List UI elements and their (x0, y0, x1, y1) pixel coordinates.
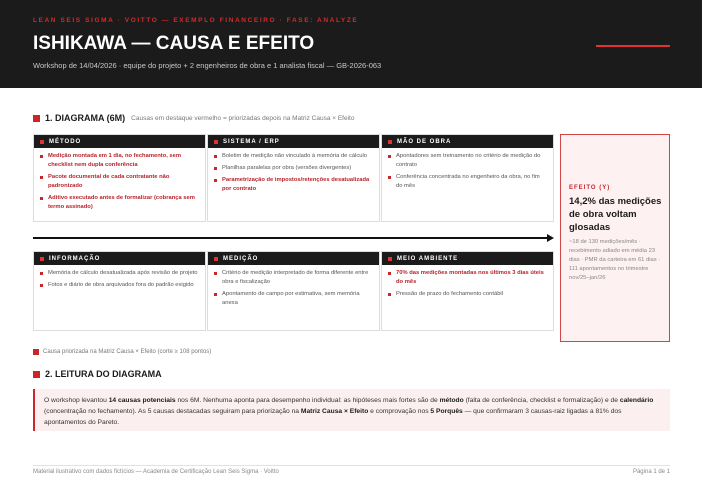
bullet-icon (214, 179, 217, 182)
header-accent-line (596, 45, 670, 47)
cause-item (214, 164, 373, 173)
cause-item-priority (388, 269, 547, 287)
category-dot-icon (388, 257, 392, 261)
reading-paragraph (33, 389, 670, 431)
category-sistema-erp (207, 134, 380, 222)
cause-text: 70% das medições montadas nos últimos 3 dias úteis do mês (396, 270, 544, 285)
diagram-spine (33, 237, 548, 239)
cause-text: Parametrização de impostos/retenções desatualizada por contrato (222, 177, 370, 192)
cause-text: Memória de cálculo desatualizada após revisão de projeto (48, 270, 198, 276)
emphasis-text: Matriz Causa × Efeito (300, 408, 369, 415)
cause-text: Boletim de medição não vinculado à memória de cálculo (222, 153, 368, 159)
cause-item (40, 281, 199, 290)
category-title: INFORMAÇÃO (49, 255, 101, 262)
cause-text: Planilhas paralelas por obra (versões divergentes) (222, 165, 352, 171)
cause-text: Critério de medição interpretado de forma diferente entre obra e fiscalização (222, 270, 369, 285)
category-mao-de-obra (381, 134, 554, 222)
bullet-icon (388, 293, 391, 296)
section-diagram-note: Causas em destaque vermelho = priorizadas depois na Matriz Causa × Efeito (131, 114, 355, 122)
effect-box (560, 134, 670, 342)
cause-text: Fotos e diário de obra arquivados fora do padrão exigido (48, 282, 194, 288)
cause-text: Apontamento de campo por estimativa, sem memória anexa (222, 291, 360, 306)
cause-item (40, 269, 199, 278)
category-title: MÃO DE OBRA (397, 138, 452, 145)
category-title: MEIO AMBIENTE (397, 255, 459, 262)
reading-text: — que confirmaram 3 causas-raiz ligadas a 81% dos apontamentos do Pareto. (44, 408, 622, 426)
bullet-icon (214, 272, 217, 275)
bullet-icon (388, 155, 391, 158)
section-marker-icon (33, 371, 40, 378)
category-dot-icon (40, 257, 44, 261)
cause-item (214, 290, 373, 308)
section-marker-icon (33, 115, 40, 122)
cause-text: Conferência concentrada no engenheiro da obra, no fim do mês (396, 174, 540, 189)
category-title: MÉTODO (49, 138, 82, 145)
section-diagram-heading: 1. DIAGRAMA (6M) (45, 113, 126, 123)
bullet-icon (214, 293, 217, 296)
category-items (208, 265, 379, 308)
priority-swatch-icon (33, 349, 39, 355)
category-informacao (33, 251, 206, 331)
page-title: ISHIKAWA — CAUSA E EFEITO (33, 33, 315, 54)
cause-item-priority (40, 152, 199, 170)
category-dot-icon (388, 140, 392, 144)
priority-legend (33, 349, 211, 355)
cause-text: Aditivo executado antes de formalizar (cobrança sem termo assinado) (48, 195, 195, 210)
category-metodo (33, 134, 206, 222)
effect-statement: 14,2% das medições de obra voltam glosadas (569, 196, 662, 233)
category-meio-ambiente (381, 251, 554, 331)
page-number: Página 1 de 1 (632, 469, 670, 475)
cause-item (388, 290, 547, 299)
category-medicao (207, 251, 380, 331)
legend-text: Causa priorizada na Matriz Causa × Efeito (corte ≥ 108 pontos) (43, 349, 212, 355)
page-header (0, 0, 702, 88)
category-items (34, 265, 205, 290)
bullet-icon (40, 176, 43, 179)
arrow-right-icon (547, 234, 554, 242)
reading-text: O workshop levantou (44, 397, 109, 404)
cause-text: Medição montada em 1 dia, no fechamento, sem checklist nem dupla conferência (48, 153, 182, 168)
bullet-icon (388, 176, 391, 179)
cause-text: Pacote documental de cada contratante não padronizado (48, 174, 170, 189)
cause-item (388, 173, 547, 191)
eyebrow-text: LEAN SEIS SIGMA · VOITTO — EXEMPLO FINANCEIRO · FASE: ANALYZE (33, 17, 359, 24)
bullet-icon (40, 284, 43, 287)
cause-item (214, 269, 373, 287)
category-dot-icon (40, 140, 44, 144)
cause-item-priority (40, 194, 199, 212)
category-title: SISTEMA / ERP (223, 138, 280, 145)
cause-item-priority (214, 176, 373, 194)
footer-divider (33, 465, 670, 466)
effect-detail: ~18 de 130 medições/mês · recebimento adiado em média 23 dias · PMR da carteira em 61 dias · 111 apontamentos no trimestre nov/25–jan/26 (569, 239, 661, 281)
bullet-icon (388, 272, 391, 275)
reading-text: nos 6M. Nenhuma aponta para desempenho individual: as hipóteses mais fortes são de (175, 397, 440, 404)
category-items (382, 265, 553, 299)
bullet-icon (40, 155, 43, 158)
reading-text: (falta de conferência, checklist e formalização) e de (463, 397, 620, 404)
emphasis-text: calendário (619, 397, 654, 404)
cause-item (388, 152, 547, 170)
cause-text: Pressão de prazo do fechamento contábil (396, 291, 503, 297)
reading-text: e comprovação nos (368, 408, 431, 415)
cause-item-priority (40, 173, 199, 191)
category-items (382, 148, 553, 191)
emphasis-text: 5 Porquês (430, 408, 463, 415)
bullet-icon (40, 272, 43, 275)
category-items (34, 148, 205, 212)
category-dot-icon (214, 257, 218, 261)
category-items (208, 148, 379, 194)
emphasis-text: 14 causas potenciais (108, 397, 176, 404)
page-subtitle: Workshop de 14/04/2026 · equipe do projeto + 2 engenheiros de obra e 1 analista fiscal — GB-2026-063 (33, 61, 382, 70)
cause-item (214, 152, 373, 161)
bullet-icon (214, 155, 217, 158)
bullet-icon (40, 197, 43, 200)
reading-text: (concentração no fechamento). As 5 causas destacadas seguiram para priorização na (44, 408, 301, 415)
bullet-icon (214, 167, 217, 170)
emphasis-text: método (439, 397, 464, 404)
effect-label: EFEITO (Y) (569, 185, 611, 191)
footer-note: Material ilustrativo com dados fictícios — Academia de Certificação Lean Seis Sigma · Voitto (33, 469, 279, 475)
cause-text: Apontadores sem treinamento no critério de medição do contrato (396, 153, 541, 168)
section-diagram-title (33, 113, 354, 123)
section-reading-title (33, 369, 162, 379)
category-dot-icon (214, 140, 218, 144)
section-reading-heading: 2. LEITURA DO DIAGRAMA (45, 369, 162, 379)
category-title: MEDIÇÃO (223, 255, 259, 262)
